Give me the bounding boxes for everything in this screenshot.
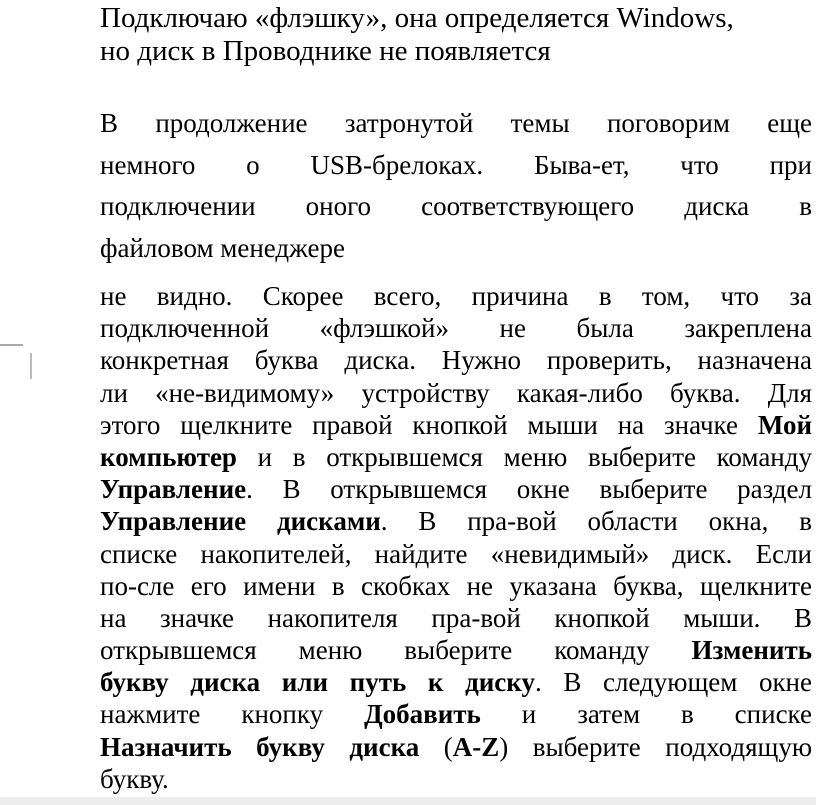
left-margin-horizontal-line xyxy=(0,344,23,346)
text-run: . В следующем окне xyxy=(534,667,812,698)
text-line xyxy=(100,698,812,730)
text-run: . В открывшемся окне выберите раздел xyxy=(246,474,812,505)
text-line xyxy=(100,666,812,698)
text-line xyxy=(100,634,812,666)
text-run: файловом менеджере xyxy=(100,232,345,263)
paragraph-instructions xyxy=(100,280,812,795)
text-run: не видно. Скорее всего, причина в том, что за xyxy=(100,281,812,311)
text-line xyxy=(100,228,812,270)
text-run: списке накопителей, найдите «невидимый» диск. Если xyxy=(100,538,812,569)
bold-text-run: Управление дисками xyxy=(100,506,381,537)
title-line: Подключаю «флэшку», она определяется Windows, xyxy=(100,2,734,34)
text-line xyxy=(100,312,812,344)
text-line xyxy=(100,538,812,570)
bottom-scan-bar xyxy=(0,797,816,805)
text-run: и в открывшемся меню выберите команду xyxy=(236,441,812,472)
bold-text-run: компьютер xyxy=(100,441,237,472)
text-line xyxy=(100,505,812,537)
text-run: подключении оного соответствующего диска в xyxy=(100,191,812,221)
text-run: ли «не-видимому» устройству какая-либо буква. Для xyxy=(100,377,812,408)
text-line xyxy=(100,763,812,795)
text-run: В продолжение затронутой темы поговорим еще xyxy=(100,108,812,138)
bold-text-run: букву диска или путь к диску xyxy=(100,667,535,698)
text-run: и затем в списке xyxy=(480,699,812,730)
bold-text-run: Добавить xyxy=(364,699,481,730)
text-run: ) выберите подходящую xyxy=(499,731,812,762)
text-run: этого щелкните правой кнопкой мыши на значке xyxy=(100,409,758,440)
text-line xyxy=(100,602,812,634)
text-line xyxy=(100,186,812,228)
text-run: конкретная буква диска. Нужно проверить, назначена xyxy=(100,345,812,376)
left-margin-vertical-line xyxy=(30,353,32,379)
text-line xyxy=(100,344,812,376)
text-run: букву. xyxy=(100,763,169,794)
text-run: нажмите кнопку xyxy=(100,699,365,730)
text-run: по-сле его имени в скобках не указана буква, щелкните xyxy=(100,570,812,601)
bold-text-run: Изменить xyxy=(691,635,812,666)
text-line xyxy=(100,409,812,441)
text-run: на значке накопителя пра-вой кнопкой мыши. В xyxy=(100,602,812,633)
text-line xyxy=(100,280,812,312)
text-run: немного о USB-брелоках. Быва-ет, что при xyxy=(100,149,812,180)
text-run: . В пра-вой области окна, в xyxy=(380,506,812,537)
paragraph-intro xyxy=(100,103,812,269)
text-run: подключенной «флэшкой» не была закреплена xyxy=(100,313,812,344)
title-line: но диск в Проводнике не появляется xyxy=(100,35,551,67)
text-line xyxy=(100,731,812,763)
bold-text-run: Управление xyxy=(100,474,247,505)
text-line xyxy=(100,441,812,473)
text-line xyxy=(100,570,812,602)
text-line xyxy=(100,473,812,505)
text-run: открывшемся меню выберите команду xyxy=(100,635,692,666)
text-line xyxy=(100,377,812,409)
text-line xyxy=(100,103,812,145)
text-run: ( xyxy=(419,731,453,762)
bold-text-run: Назначить букву диска xyxy=(100,731,420,762)
bold-text-run: A-Z xyxy=(452,731,500,762)
article-title xyxy=(100,2,812,68)
bold-text-run: Мой xyxy=(757,409,812,440)
text-line xyxy=(100,145,812,187)
